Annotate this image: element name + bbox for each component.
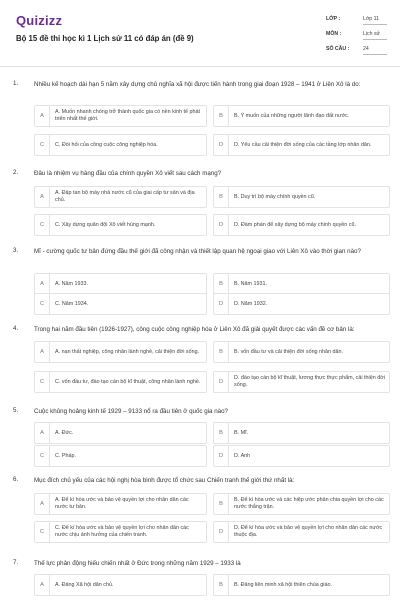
option-a[interactable] — [34, 341, 207, 363]
option-d[interactable] — [213, 521, 390, 543]
option-text: B. Duy trì bộ máy chính quyền cũ. — [234, 193, 316, 200]
option-text: D. Năm 1932. — [234, 300, 268, 307]
option-b[interactable] — [213, 186, 390, 208]
meta-row-class — [326, 14, 390, 29]
option-letter: D — [214, 372, 229, 392]
option-letter: C — [35, 522, 50, 542]
page-header — [0, 0, 400, 66]
option-letter: C — [35, 372, 50, 392]
option-letter: B — [214, 575, 229, 595]
option-text: D. Yêu cầu cải thiện đời sống của các tầng lớp nhân dân. — [234, 141, 372, 148]
option-letter: C — [35, 215, 50, 235]
option-letter: D — [214, 522, 229, 542]
option-text: C. Đòi hỏi của công cuộc công nghiệp hóa. — [55, 141, 158, 148]
question-number: 6. — [13, 476, 19, 483]
option-letter: A — [35, 106, 50, 126]
option-b[interactable] — [213, 574, 390, 596]
option-a[interactable] — [34, 105, 207, 127]
option-text: C. Xây dựng quân đội Xô viết hùng mạnh. — [55, 221, 156, 228]
question-text: Mĩ - cường quốc tư bản đứng đầu thế giới đã công nhận và thiết lập quan hệ ngoại giao với Liên Xô vào thời gian nào? — [34, 248, 361, 255]
option-text: B. Mĩ. — [234, 429, 249, 436]
option-letter: A — [35, 274, 50, 294]
option-text: A. nạn thất nghiệp, công nhân lành nghề, cải thiện đời sống. — [55, 348, 200, 355]
option-letter: D — [214, 294, 229, 314]
meta-value: 24 — [363, 46, 387, 55]
option-letter: B — [214, 342, 229, 362]
option-text: A. Để kí hòa ước và bảo vệ quyền lợi cho nhân dân các nước tư bản. — [55, 497, 189, 510]
option-d[interactable] — [213, 445, 390, 467]
option-text: B. Đảng liên minh xã hội thiên chúa giáo. — [234, 581, 332, 588]
option-letter: C — [35, 135, 50, 155]
option-text: A. Đập tan bộ máy nhà nước cũ của giai cấp tư sản và địa chủ. — [55, 190, 195, 203]
option-letter: D — [214, 446, 229, 466]
option-letter: A — [35, 494, 50, 514]
question-text: Nhiều kế hoạch dài hạn 5 năm xây dựng chủ nghĩa xã hội được tiến hành trong giai đoạn 1928 – 1941 ở Liên Xô là do: — [34, 81, 361, 88]
meta-info — [326, 14, 390, 59]
option-text: A. Đảng Xã hội dân chủ. — [55, 581, 114, 588]
meta-value: Lớp 11 — [363, 16, 387, 25]
option-a[interactable] — [34, 186, 207, 208]
option-text: A. Năm 1933. — [55, 280, 88, 287]
option-c[interactable] — [34, 293, 207, 315]
page-title: Bộ 15 đề thi học kì 1 Lịch sử 11 có đáp án (đề 9) — [16, 34, 194, 43]
option-text: D. Anh — [234, 452, 251, 459]
question-text: Mục đích chủ yếu của các hội nghị hòa bình được tổ chức sau Chiến tranh thế giới thứ nhất là: — [34, 477, 295, 484]
option-text: A. Muốn nhanh chóng trở thành quốc gia có nền kinh tế phát triển nhất thế giới. — [55, 109, 200, 122]
option-text: D. Để kí hòa ước và bảo vệ quyền lợi cho nhân dân các nước thuộc địa. — [234, 525, 383, 538]
option-b[interactable] — [213, 341, 390, 363]
option-text: C. vốn đầu tư, đào tạo cán bộ kĩ thuật, công nhân lành nghề. — [55, 378, 201, 385]
option-a[interactable] — [34, 273, 207, 295]
meta-value: Lịch sử — [363, 31, 387, 40]
option-text: C. Pháp. — [55, 452, 76, 459]
header-divider — [0, 66, 400, 67]
meta-key: SỐ CÂU : — [326, 46, 350, 52]
option-letter: A — [35, 423, 50, 443]
option-text: A. Đức. — [55, 429, 74, 436]
meta-row-count — [326, 44, 390, 59]
option-letter: B — [214, 187, 229, 207]
option-text: D. Đàm phán để xây dựng bộ máy chính quyền cũ. — [234, 221, 356, 228]
option-text: B. Năm 1931. — [234, 280, 267, 287]
option-text: C. Để kí hòa ước và bảo vệ quyền lợi cho nhân dân các nước chịu ảnh hưởng của chiến tranh. — [55, 525, 189, 538]
question-number: 1. — [13, 80, 19, 87]
question-text: Thế lực phản động hiếu chiến nhất ở Đức trong những năm 1929 – 1933 là — [34, 560, 241, 567]
option-b[interactable] — [213, 422, 390, 444]
option-letter: D — [214, 215, 229, 235]
option-letter: B — [214, 106, 229, 126]
question-text: Đâu là nhiệm vụ hàng đầu của chính quyền Xô viết sau cách mạng? — [34, 170, 222, 177]
meta-key: LỚP : — [326, 16, 341, 22]
option-d[interactable] — [213, 371, 390, 393]
meta-row-subject — [326, 29, 390, 44]
question-number: 3. — [13, 247, 19, 254]
option-letter: C — [35, 294, 50, 314]
quizizz-logo: Quizizz — [16, 13, 63, 28]
option-letter: C — [35, 446, 50, 466]
option-b[interactable] — [213, 273, 390, 295]
option-letter: B — [214, 423, 229, 443]
option-text: B. vốn đầu tư và cải thiện đời sống nhân dân. — [234, 348, 344, 355]
option-c[interactable] — [34, 134, 207, 156]
question-number: 2. — [13, 169, 19, 176]
option-letter: A — [35, 342, 50, 362]
option-a[interactable] — [34, 422, 207, 444]
option-text: D. đào tạo cán bộ kĩ thuật, lương thực thực phẩm, cải thiện đời sống. — [234, 375, 385, 388]
question-number: 5. — [13, 407, 19, 414]
question-text: Trong hai năm đầu tiên (1926-1927), công cuộc công nghiệp hóa ở Liên Xô đã giải quyết được các vấn đề cơ bản là: — [34, 326, 355, 333]
option-letter: A — [35, 575, 50, 595]
question-text: Cuộc khủng hoảng kinh tế 1929 – 9133 nổ ra đầu tiên ở quốc gia nào? — [34, 408, 228, 415]
option-text: C. Năm 1934. — [55, 300, 89, 307]
question-number: 7. — [13, 559, 19, 566]
option-letter: A — [35, 187, 50, 207]
option-d[interactable] — [213, 293, 390, 315]
option-c[interactable] — [34, 445, 207, 467]
option-c[interactable] — [34, 521, 207, 543]
option-a[interactable] — [34, 574, 207, 596]
option-b[interactable] — [213, 105, 390, 127]
option-a[interactable] — [34, 493, 207, 515]
option-letter: D — [214, 135, 229, 155]
option-c[interactable] — [34, 214, 207, 236]
option-text: B. Ý muốn của những người lãnh đạo đất nước. — [234, 112, 350, 119]
option-letter: B — [214, 494, 229, 514]
option-d[interactable] — [213, 134, 390, 156]
option-d[interactable] — [213, 214, 390, 236]
option-text: B. Để kí hòa ước và các hiệp ước phân chia quyền lợi cho các nước thắng trận. — [234, 497, 384, 510]
option-c[interactable] — [34, 371, 207, 393]
option-letter: B — [214, 274, 229, 294]
question-number: 4. — [13, 325, 19, 332]
option-b[interactable] — [213, 493, 390, 515]
meta-key: MÔN : — [326, 31, 342, 37]
